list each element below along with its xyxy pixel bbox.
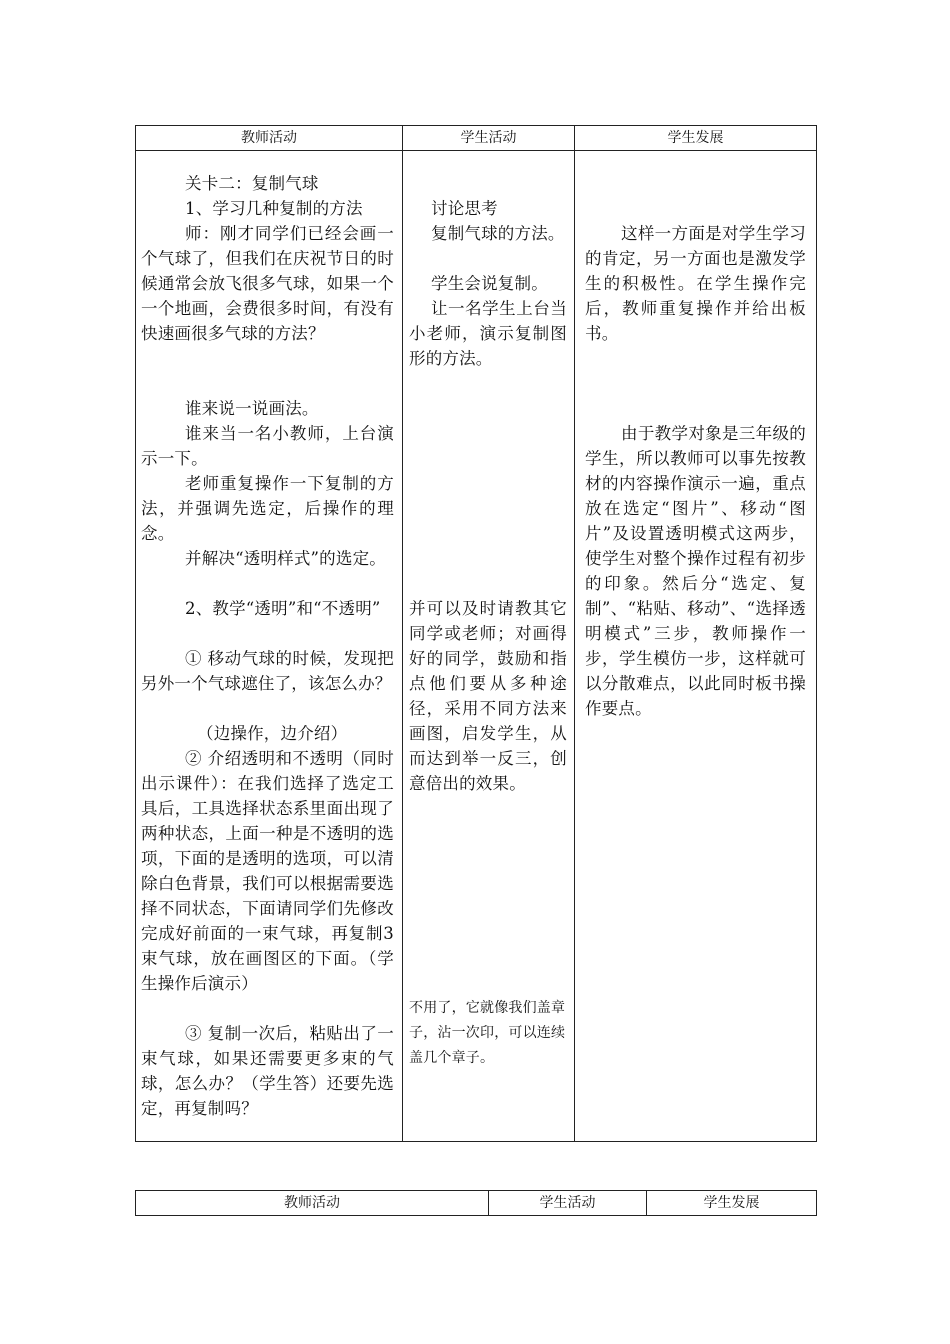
ask-demo: 谁来当一名小教师，上台演示一下。 [141, 424, 394, 468]
ask-method: 谁来说一说画法。 [185, 399, 319, 418]
header-student-activity: 学生活动 [403, 126, 575, 151]
teacher-question-paragraph: 师：刚才同学们已经会画一个气球了，但我们在庆祝节日的时候通常会放飞很多气球，如果一个一个地画，会费很多时间，有没有快速画很多气球的方法？ [141, 224, 394, 343]
item-3: ③ 复制一次后，粘贴出了一束气球，如果还需要更多束的气球，怎么办？（学生答）还要先选定，再复制吗？ [141, 1024, 394, 1118]
lesson-table-2 [135, 1190, 817, 1216]
student-demo: 让一名学生上台当小老师，演示复制图形的方法。 [409, 299, 567, 368]
student-say-copy: 学生会说复制。 [431, 274, 548, 293]
section1-title: 1、学习几种复制的方法 [185, 199, 363, 218]
header-teacher-activity-2: 教师活动 [136, 1191, 489, 1216]
development-paragraph-1: 这样一方面是对学生学习的肯定，另一方面也是激发学生的积极性。在学生操作完后，教师重复操作并给出板书。 [585, 224, 806, 343]
level-title: 关卡二：复制气球 [185, 174, 319, 193]
header-student-development-2: 学生发展 [647, 1191, 817, 1216]
student-activity-cell [403, 151, 575, 1142]
development-paragraph-2: 由于教学对象是三年级的学生，所以教师可以事先按教材的内容操作演示一遍，重点放在选定“图片”、移动“图片”及设置透明模式这两步，使学生对整个操作过程有初步的印象。然后分“选定、复制”、“粘贴、移动”、“选择透明模式”三步，教师操作一步，学生模仿一步，这样就可以分散难点，以此同时板书操作要点。 [585, 424, 806, 718]
header-student-activity-2: 学生活动 [489, 1191, 647, 1216]
item-1-note: （边操作，边介绍） [197, 724, 348, 743]
solve-transparent: 并解决“透明样式”的选定。 [185, 549, 386, 568]
section2-title: 2、教学“透明”和“不透明” [185, 599, 381, 618]
student-development-cell [575, 151, 817, 1142]
copy-method: 复制气球的方法。 [431, 224, 565, 243]
repeat-operation: 老师重复操作一下复制的方法，并强调先选定，后操作的理念。 [141, 474, 394, 543]
item-2: ② 介绍透明和不透明（同时出示课件）：在我们选择了选定工具后，工具选择状态系里面出现了两种状态，上面一种是不透明的选项，下面的是透明的选项，可以清除白色背景，我们可以根据需要选择不同状态，下面请同学们先修改完成好前面的一束气球，再复制3束气球，放在画图区的下面。（学生操作后演示） [141, 749, 394, 993]
header-student-development: 学生发展 [575, 126, 817, 151]
header-teacher-activity: 教师活动 [136, 126, 403, 151]
lesson-table-1 [135, 125, 817, 1142]
student-help: 并可以及时请教其它同学或老师；对画得好的同学，鼓励和指点他们要从多种途径，采用不同方法来画图，启发学生，从而达到举一反三，创意倍出的效果。 [409, 599, 567, 793]
item-1: ① 移动气球的时候，发现把另外一个气球遮住了，该怎么办？ [141, 649, 394, 693]
teacher-activity-cell [136, 151, 403, 1142]
student-answer: 不用了，它就像我们盖章子，沾一次印，可以连续盖几个章子。 [409, 1000, 566, 1066]
discuss-think: 讨论思考 [431, 199, 498, 218]
